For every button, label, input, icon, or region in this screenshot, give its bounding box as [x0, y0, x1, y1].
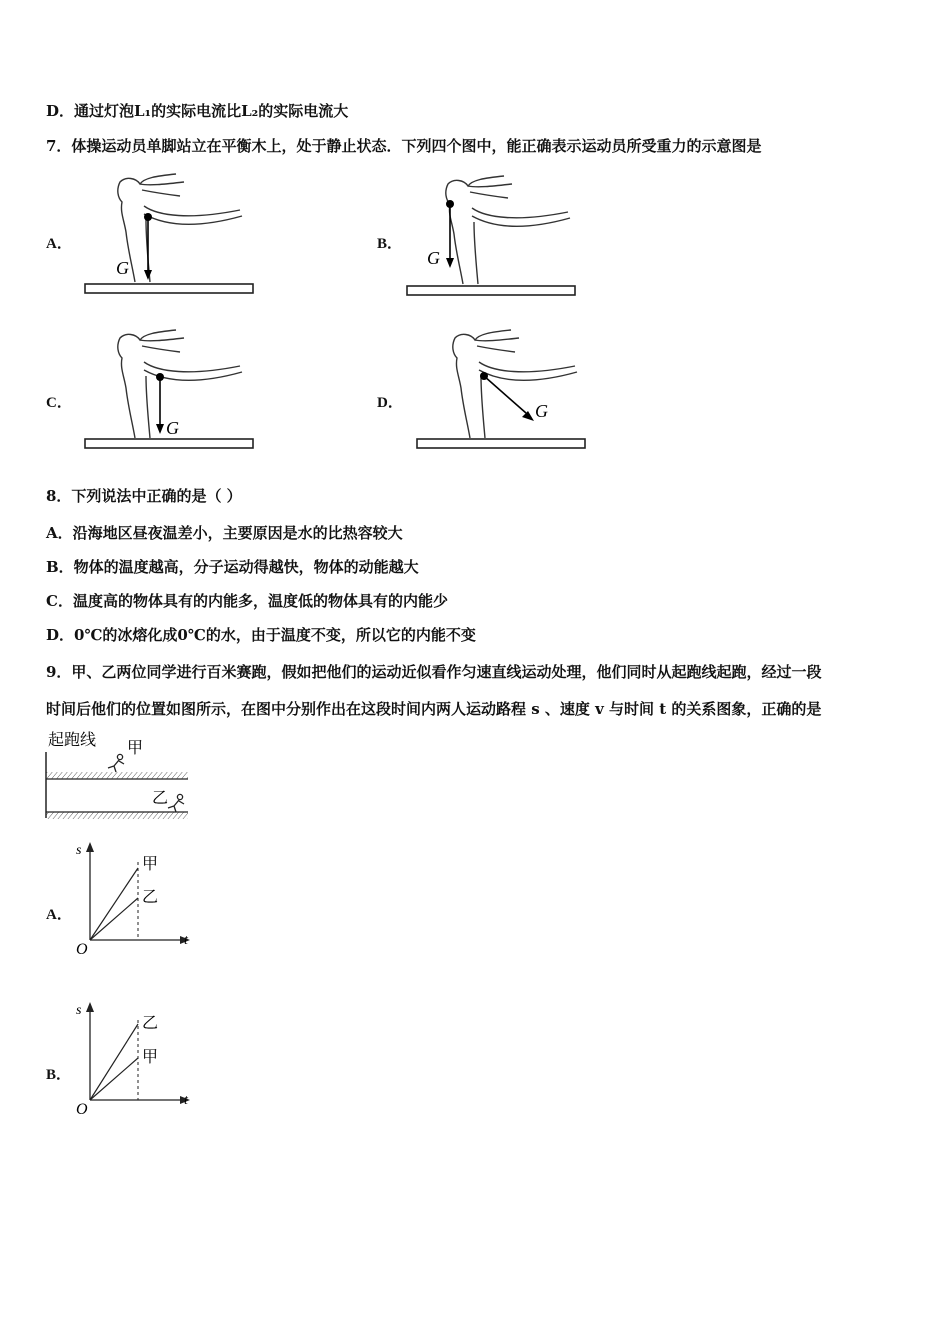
runner-yi-label: 乙 — [152, 788, 169, 807]
graph-a-y-label: s — [76, 843, 82, 858]
graph-a-origin: O — [76, 941, 88, 958]
q8-option-a: A．沿海地区昼夜温差小，主要原因是水的比热容较大 — [46, 524, 403, 542]
q9-option-a-label: A． — [46, 907, 72, 923]
gravity-label-d: G — [535, 401, 548, 421]
q7-option-d-label: D． — [377, 395, 403, 411]
graph-b-lower-label: 甲 — [142, 1047, 159, 1066]
q7-stem: 7．体操运动员单脚站立在平衡木上，处于静止状态．下列四个图中，能正确表示运动员所受重力的示意图是 — [46, 137, 762, 155]
race-track-diagram — [44, 728, 204, 824]
graph-b-origin: O — [76, 1101, 88, 1118]
q8-stem: 8．下列说法中正确的是（ ） — [46, 487, 242, 505]
graph-option-b — [70, 1000, 200, 1120]
q8-option-d: D．0℃的冰熔化成0℃的水，由于温度不变，所以它的内能不变 — [46, 626, 476, 644]
q7-option-b-label: B． — [377, 236, 403, 252]
q6-option-d: D．通过灯泡L₁的实际电流比L₂的实际电流大 — [46, 102, 349, 120]
runner-jia-label: 甲 — [127, 738, 144, 757]
graph-b-y-label: s — [76, 1003, 82, 1018]
q8-option-b: B．物体的温度越高，分子运动得越快，物体的动能越大 — [46, 558, 419, 576]
gymnast-figure-c — [80, 326, 260, 456]
q8-option-c: C．温度高的物体具有的内能多，温度低的物体具有的内能少 — [46, 592, 448, 610]
graph-a-x-label: t — [184, 933, 188, 948]
graph-a-lower-label: 乙 — [142, 887, 159, 906]
gravity-label-b: G — [427, 248, 440, 268]
graph-b-x-label: t — [184, 1093, 188, 1108]
graph-b-upper-label: 乙 — [142, 1013, 159, 1032]
runner-jia-icon — [108, 754, 124, 772]
gymnast-figure-a — [80, 170, 260, 300]
q9-stem-line2: 时间后他们的位置如图所示，在图中分别作出在这段时间内两人运动路程 s 、速度 v 与时间 t 的关系图象，正确的是 — [46, 700, 822, 718]
graph-option-a — [70, 840, 200, 960]
q7-option-a-label: A． — [46, 236, 72, 252]
q9-option-b-label: B． — [46, 1067, 72, 1083]
graph-a-upper-label: 甲 — [142, 854, 159, 873]
q9-stem-line1: 9．甲、乙两位同学进行百米赛跑，假如把他们的运动近似看作匀速直线运动处理，他们同时从起跑线起跑，经过一段 — [46, 663, 822, 681]
q7-option-c-label: C． — [46, 395, 72, 411]
gravity-label-c: G — [166, 418, 179, 438]
runner-yi-icon — [168, 794, 184, 812]
gravity-label-a: G — [116, 258, 129, 278]
gymnast-figure-b — [405, 172, 585, 302]
start-line-label: 起跑线 — [48, 730, 97, 749]
gymnast-figure-d — [412, 326, 592, 456]
